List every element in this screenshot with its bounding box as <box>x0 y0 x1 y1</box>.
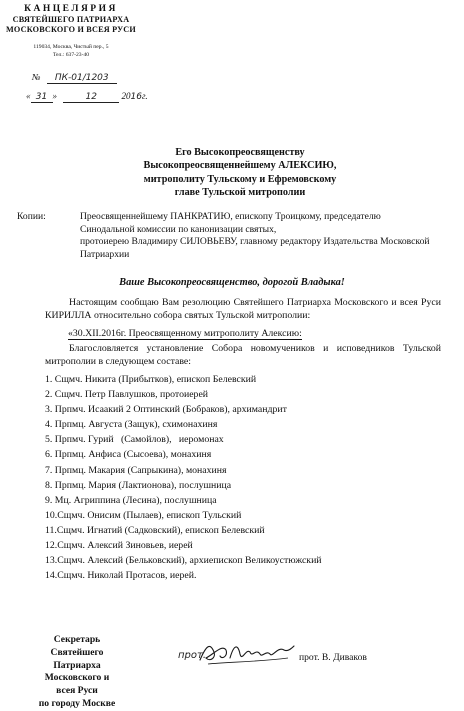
list-item: 13.Сщмч. Алексий (Бельковский), архиепископ Великоустюжский <box>45 555 322 567</box>
registration-date-row <box>26 91 148 103</box>
saints-list <box>45 372 445 583</box>
addressee-line-2: Высокопреосвященнейшему АЛЕКСИЮ, <box>143 160 337 172</box>
resolution-text: «30.XII.2016г. Преосвященному митрополиту Алексию: <box>68 328 302 339</box>
list-item: 12.Сщмч. Алексий Зиновьев, иерей <box>45 540 193 552</box>
registration-number: ПК-01/1203 <box>47 74 117 84</box>
salutation: Ваше Высокопреосвященство, дорогой Владыка! <box>119 277 345 288</box>
letterhead-phone: Тел.: 637-23-40 <box>52 52 90 58</box>
signature-title-block <box>36 634 118 711</box>
date-month: 12 <box>63 93 119 103</box>
addressee-line-1: Его Высокопреосвященству <box>175 147 305 158</box>
date-year: 16 <box>130 92 142 102</box>
list-item: 10.Сщмч. Онисим (Пылаев), епископ Тульский <box>45 509 242 521</box>
letterhead-line-2: МОСКОВСКОГО И ВСЕЯ РУСИ <box>5 25 136 34</box>
addressee-line-4: главе Тульской митрополии <box>174 187 306 199</box>
letterhead <box>0 4 142 59</box>
number-label: № <box>32 72 41 82</box>
date-suffix: г. <box>141 91 148 101</box>
body-paragraph-2: Благословляется установление Собора новомучеников и исповедников Тульской митрополии в следующем составе: <box>45 343 441 367</box>
signatory-name: прот. В. Диваков <box>299 652 367 663</box>
list-item: 9. Мц. Агриппина (Лесина), послушница <box>45 494 217 506</box>
body-paragraph-1: Настоящим сообщаю Вам резолюцию Святейшего Патриарха Московского и всея Руси КИРИЛЛА относительно собора святых Тульской митрополии: <box>45 297 441 321</box>
copies-label: Копии: <box>17 211 46 222</box>
addressee-line-3: митрополиту Тульскому и Ефремовскому <box>143 173 337 185</box>
handwritten-signature <box>196 636 296 670</box>
letterhead-address: 119034, Москва, Чистый пер., 5 <box>33 44 109 50</box>
copy-recipient-1: Преосвященнейшему ПАНКРАТИЮ, епископу Троицкому, председателю Синодальной комиссии по канонизации святых, <box>80 211 381 235</box>
date-quote-open: « <box>26 91 31 101</box>
list-item: 11.Сщмч. Игнатий (Садковский), епископ Белевский <box>45 524 265 536</box>
date-year-prefix: 20 <box>121 91 131 101</box>
list-item: 1. Сщмч. Никита (Прибытков), епископ Белевский <box>45 374 257 385</box>
signature-title-line-2: Святейшего Патриарха <box>50 646 104 671</box>
addressee-block <box>90 146 390 200</box>
list-item: 7. Прпмц. Макария (Сапрыкина), монахиня <box>45 464 227 476</box>
registration-number-row <box>32 72 117 84</box>
list-item: 2. Сщмч. Петр Павлушков, протоиерей <box>45 389 209 401</box>
list-item: 3. Прпмч. Исаакий 2 Оптинский (Бобраков), архимандрит <box>45 404 287 416</box>
handwritten-prefix: прот. <box>178 650 207 661</box>
list-item: 5. Прпмч. Гурий (Самойлов), иеромонах <box>45 434 224 446</box>
signature-title-line-4: по городу Москве <box>38 697 116 709</box>
list-item: 8. Прпмц. Мария (Лактионова), послушница <box>45 479 232 491</box>
list-item: 14.Сщмч. Николай Протасов, иерей. <box>45 570 197 582</box>
letterhead-line-1: СВЯТЕЙШЕГО ПАТРИАРХА <box>12 15 130 24</box>
list-item: 6. Прпмц. Анфиса (Сысоева), монахиня <box>45 449 212 461</box>
resolution-line <box>68 328 302 339</box>
list-item: 4. Прпмц. Августа (Защук), схимонахиня <box>45 419 218 431</box>
signature-title-line-3: Московского и всея Руси <box>44 672 110 697</box>
date-day: 31 <box>31 93 53 103</box>
date-quote-close: » <box>52 91 57 101</box>
copy-recipient-2: протоиерею Владимиру СИЛОВЬЕВУ, главному редактору Издательства Московской Патриархии <box>80 236 430 260</box>
signature-title-line-1: Секретарь <box>53 634 101 645</box>
letterhead-title: КАНЦЕЛЯРИЯ <box>24 4 118 14</box>
